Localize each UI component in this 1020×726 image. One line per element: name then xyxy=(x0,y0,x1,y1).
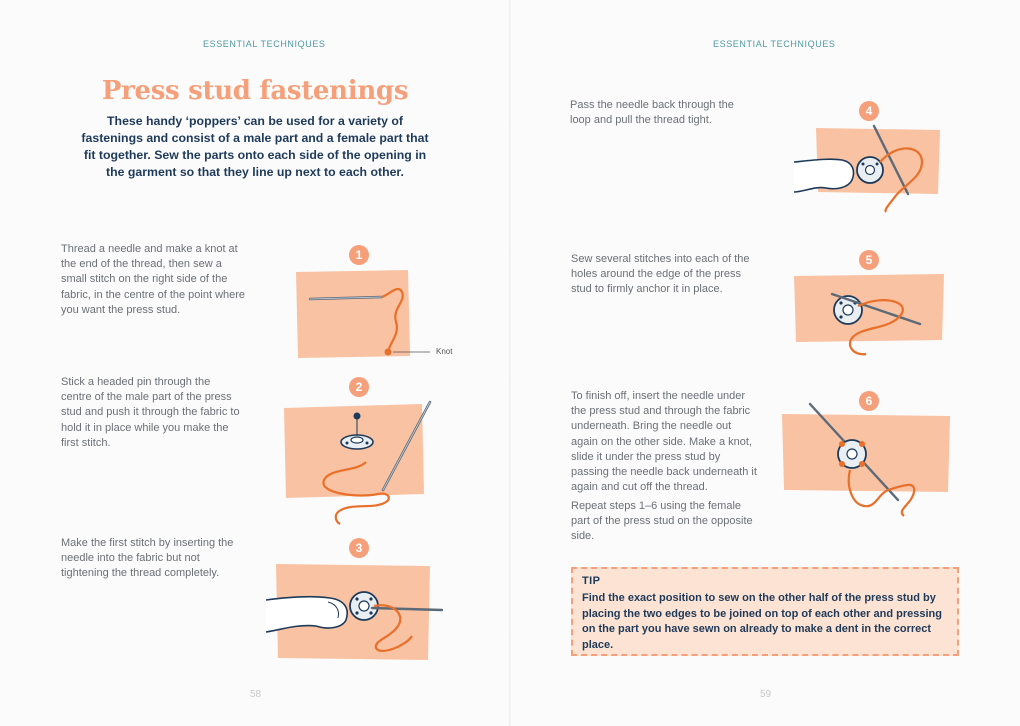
tip-title: TIP xyxy=(582,575,601,587)
step-6-illustration xyxy=(780,400,956,522)
step-6-text: To finish off, insert the needle under the press stud and through the fabric underneath. Bring the needle out again on the other side. Make a knot, slide it under the press stud by passing the needle back underneath it again and cut off the thread. xyxy=(571,390,757,494)
press-stud-icon xyxy=(857,157,883,183)
step-1-number: 1 xyxy=(349,245,369,265)
fabric-swatch xyxy=(296,270,410,358)
running-head-left: ESSENTIAL TECHNIQUES xyxy=(203,39,326,49)
folio-right: 59 xyxy=(760,689,772,700)
step-2-illustration xyxy=(280,398,450,526)
step-4-number: 4 xyxy=(859,101,879,121)
finger-icon xyxy=(794,159,854,192)
running-head-right: ESSENTIAL TECHNIQUES xyxy=(713,39,836,49)
press-stud-icon xyxy=(350,592,378,620)
tip-text: Find the exact position to sew on the other half of the press stud by placing the two edges to be joined on top of each other and pressing on the part you have sewn on already to make a dent in the correct place. xyxy=(582,592,942,651)
step-4-text: Pass the needle back through the loop and pull the thread tight. xyxy=(570,99,734,127)
page-title: Press stud fastenings xyxy=(101,76,409,106)
step-1-text: Thread a needle and make a knot at the end of the thread, then sew a small stitch on the right side of the fabric, in the centre of the point where you want the press stud. xyxy=(61,243,246,316)
knot-dot xyxy=(385,349,392,356)
step-3-number: 3 xyxy=(349,538,369,558)
press-stud-icon xyxy=(838,440,866,468)
step-5-illustration xyxy=(792,272,948,362)
step-6-number: 6 xyxy=(859,391,879,411)
tip-box xyxy=(571,567,959,656)
step-4-illustration xyxy=(790,122,950,218)
step-3-illustration xyxy=(266,558,466,664)
step-2-text: Stick a headed pin through the centre of the male part of the press stud and push it through the fabric to hold it in place while you make the first stitch. xyxy=(61,376,240,449)
step-2-number: 2 xyxy=(349,377,369,397)
intro-text: These handy ‘poppers’ can be used for a variety of fastenings and consist of a male part and a female part that fit together. Sew the parts onto each side of the opening in the garment so that they line up next to each other. xyxy=(81,114,429,179)
step-5-number: 5 xyxy=(859,250,879,270)
press-stud-icon xyxy=(341,435,373,449)
step-3-text: Make the first stitch by inserting the needle into the fabric but not tightening the thread completely. xyxy=(61,537,234,580)
repeat-note: Repeat steps 1–6 using the female part of the press stud on the opposite side. xyxy=(571,500,753,543)
step-5-text: Sew several stitches into each of the holes around the edge of the press stud to firmly anchor it in place. xyxy=(571,253,750,296)
fabric-swatch xyxy=(794,274,944,342)
knot-label: Knot xyxy=(436,347,453,356)
folio-left: 58 xyxy=(250,689,262,700)
